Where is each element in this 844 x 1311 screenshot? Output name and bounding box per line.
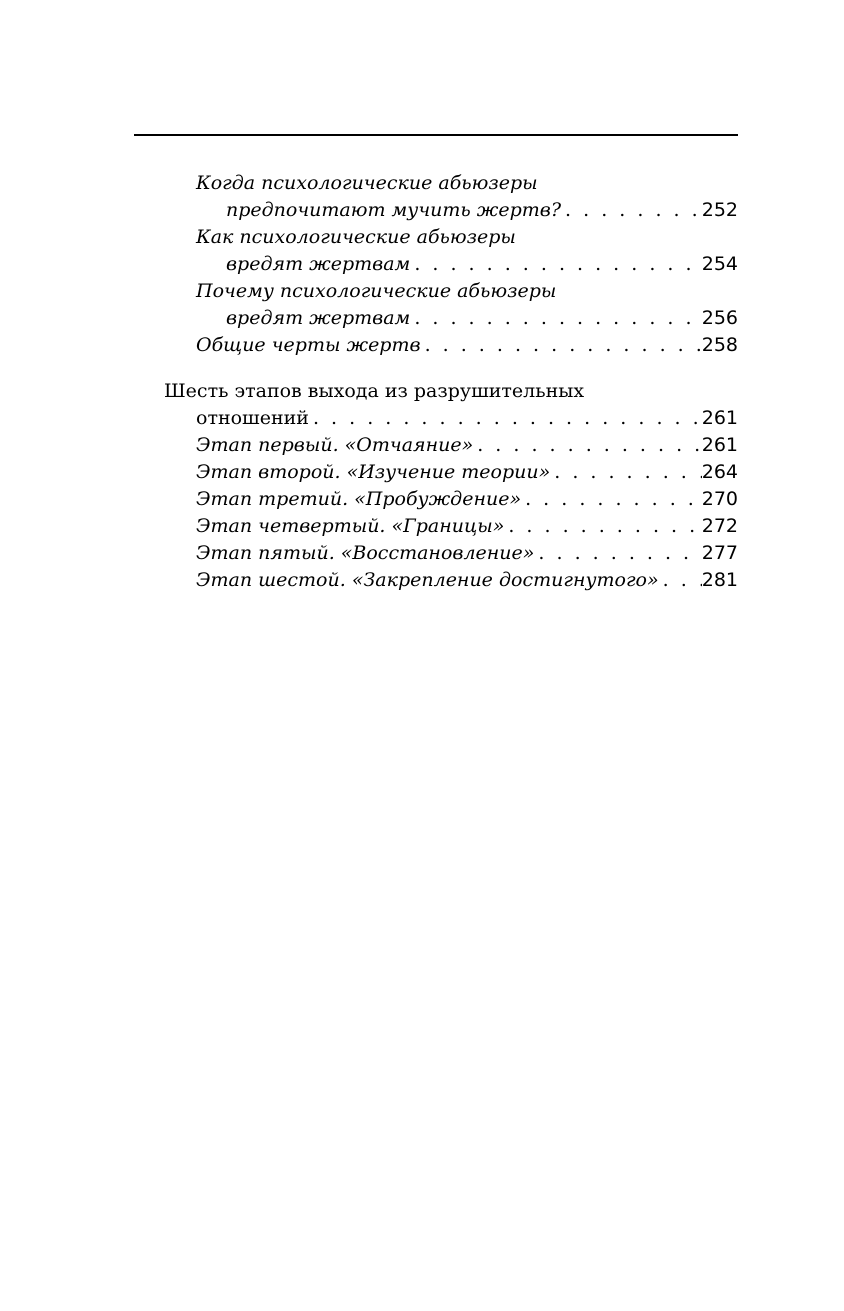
toc-page-number: 264	[701, 461, 738, 483]
toc-chapter-entry[interactable]	[0, 378, 844, 432]
table-of-contents	[0, 170, 844, 594]
toc-entry[interactable]	[0, 170, 844, 224]
toc-chapter-title: Шесть этапов выхода из разрушительных	[164, 380, 585, 402]
dot-leader	[521, 486, 702, 513]
toc-stage-title: Этап шестой. «Закрепление достигнутого»	[196, 569, 659, 591]
dot-leader	[534, 540, 701, 567]
toc-page-number: 258	[701, 334, 738, 356]
dot-leader	[410, 251, 701, 278]
toc-stage-title: Этап пятый. «Восстановление»	[196, 542, 535, 564]
toc-entry-title-cont: вредят жертвам	[226, 307, 411, 329]
toc-stage-entry[interactable]	[0, 567, 844, 594]
toc-page-number: 277	[701, 542, 738, 564]
toc-entry[interactable]	[0, 332, 844, 359]
toc-stage-title: Этап четвертый. «Границы»	[196, 515, 505, 537]
toc-stage-title: Этап второй. «Изучение теории»	[196, 461, 551, 483]
dot-leader	[504, 513, 701, 540]
toc-page-number: 261	[701, 434, 738, 456]
toc-stage-title: Этап первый. «Отчаяние»	[196, 434, 474, 456]
dot-leader	[421, 332, 702, 359]
toc-page-number: 254	[701, 253, 738, 275]
toc-entry[interactable]	[0, 224, 844, 278]
toc-stage-entry[interactable]	[0, 459, 844, 486]
toc-page-number: 256	[701, 307, 738, 329]
toc-entry[interactable]	[0, 278, 844, 332]
dot-leader	[410, 305, 701, 332]
toc-stage-title: Этап третий. «Пробуждение»	[196, 488, 522, 510]
toc-stage-entry[interactable]	[0, 486, 844, 513]
toc-entry-title: Как психологические абьюзеры	[196, 226, 516, 248]
dot-leader	[309, 405, 702, 432]
toc-stage-entry[interactable]	[0, 540, 844, 567]
header-rule	[134, 134, 738, 136]
toc-page-number: 270	[701, 488, 738, 510]
toc-page-number: 252	[701, 199, 738, 221]
toc-page-number: 281	[701, 569, 738, 591]
toc-entry-title: Почему психологические абьюзеры	[196, 280, 557, 302]
toc-entry-title: Когда психологические абьюзеры	[196, 172, 538, 194]
toc-entry-title-cont: предпочитают мучить жертв?	[226, 199, 562, 221]
toc-entry-title-cont: вредят жертвам	[226, 253, 411, 275]
dot-leader	[473, 432, 702, 459]
toc-stage-entry[interactable]	[0, 513, 844, 540]
toc-page-number: 261	[701, 407, 738, 429]
toc-chapter-title-cont: отношений	[196, 407, 309, 429]
dot-leader	[550, 459, 702, 486]
dot-leader	[561, 197, 702, 224]
dot-leader	[659, 567, 702, 594]
toc-page-number: 272	[701, 515, 738, 537]
toc-stage-entry[interactable]	[0, 432, 844, 459]
toc-entry-title: Общие черты жертв	[196, 334, 421, 356]
